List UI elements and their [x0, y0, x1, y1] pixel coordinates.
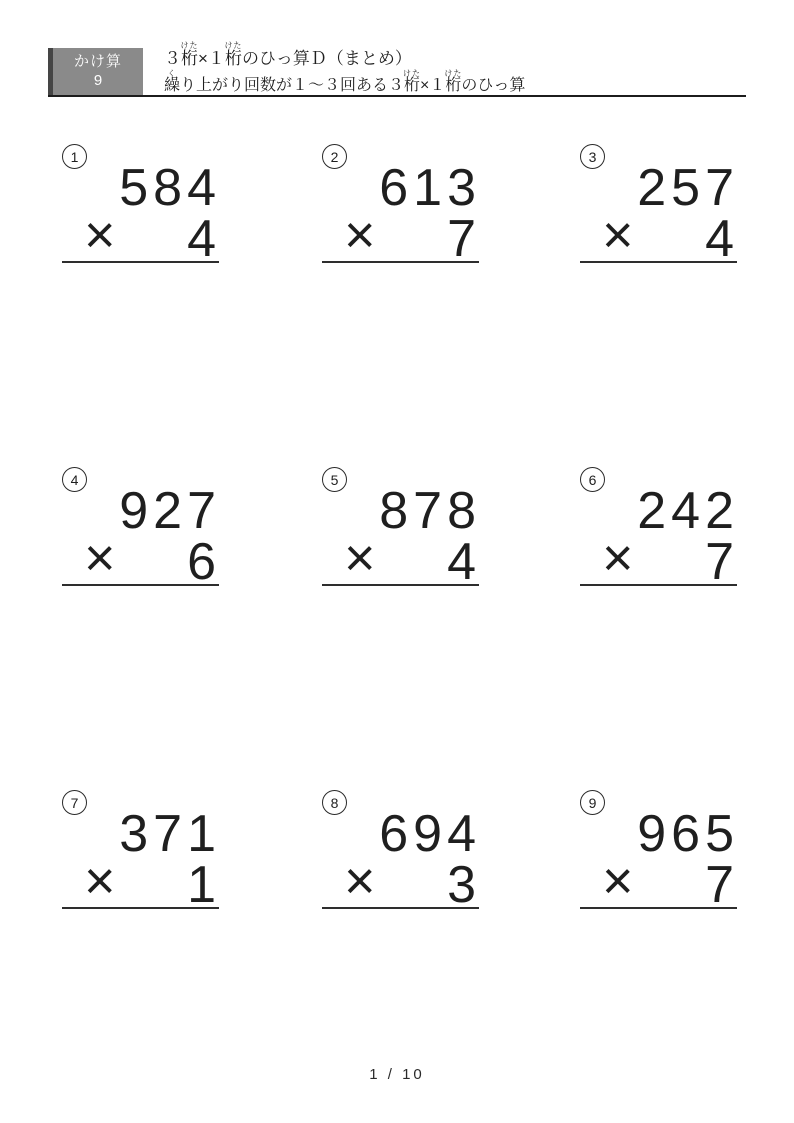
problem-number-badge: 6: [580, 467, 605, 492]
unit-badge: [48, 48, 143, 95]
multiplier: 7: [447, 210, 481, 268]
multiplicand: 613: [379, 159, 481, 217]
furigana: けた: [224, 41, 243, 50]
multiplier: 6: [187, 533, 221, 591]
problem-number-badge: 4: [62, 467, 87, 492]
multiplicand: 242: [637, 482, 739, 540]
problem-block-4: [62, 469, 221, 591]
title-text: ×１: [420, 77, 446, 94]
multiplier: 7: [705, 856, 739, 914]
multiply-sign: ×: [84, 528, 116, 588]
problem-block-5: [322, 469, 481, 591]
title-text: 桁: [444, 77, 463, 94]
problem-number-badge: 3: [580, 144, 605, 169]
title-text: 繰: [164, 77, 181, 94]
multiply-sign: ×: [344, 205, 376, 265]
problem-block-8: [322, 792, 481, 914]
title-ruby: [444, 69, 463, 94]
title-text: のひっ算: [461, 77, 526, 94]
multiply-sign: ×: [602, 528, 634, 588]
multiplier: 4: [705, 210, 739, 268]
multiply-sign: ×: [602, 851, 634, 911]
problem-number-badge: 1: [62, 144, 87, 169]
problem-block-2: [322, 146, 481, 268]
title-ruby: [164, 69, 181, 94]
worksheet-subtitle-line2: [164, 69, 525, 95]
page-indicator: 1 / 10: [369, 1066, 425, 1083]
multiply-sign: ×: [84, 205, 116, 265]
multiplicand: 927: [119, 482, 221, 540]
furigana: く: [164, 69, 180, 78]
title-text: のひっ算Ｄ（まとめ）: [241, 49, 412, 68]
title-text: 桁: [403, 77, 422, 94]
problem-number-badge: 2: [322, 144, 347, 169]
unit-badge-number: 9: [93, 71, 103, 89]
multiplier: 4: [187, 210, 221, 268]
multiplicand: 878: [379, 482, 481, 540]
worksheet-title: [164, 41, 525, 95]
title-text: 桁: [180, 49, 199, 68]
title-text: り上がり回数が１～３回ある３: [180, 77, 405, 94]
multiply-sign: ×: [344, 851, 376, 911]
title-text: ３: [164, 49, 181, 68]
multiplier: 4: [447, 533, 481, 591]
problem-block-6: [580, 469, 739, 591]
title-ruby: [224, 41, 243, 68]
header-divider: [48, 95, 746, 97]
problem-number-badge: 8: [322, 790, 347, 815]
unit-badge-title: かけ算: [73, 52, 122, 70]
multiply-sign: ×: [84, 851, 116, 911]
title-ruby: [403, 69, 422, 94]
problem-block-9: [580, 792, 739, 914]
multiplicand: 694: [379, 805, 481, 863]
multiplicand: 257: [637, 159, 739, 217]
problem-block-3: [580, 146, 739, 268]
multiplicand: 965: [637, 805, 739, 863]
multiplier: 3: [447, 856, 481, 914]
title-ruby: [180, 41, 199, 68]
multiplicand: 584: [119, 159, 221, 217]
problem-number-badge: 5: [322, 467, 347, 492]
title-text: 桁: [224, 49, 243, 68]
multiplier: 7: [705, 533, 739, 591]
problem-block-7: [62, 792, 221, 914]
multiply-sign: ×: [602, 205, 634, 265]
problem-block-1: [62, 146, 221, 268]
problem-number-badge: 9: [580, 790, 605, 815]
multiplier: 1: [187, 856, 221, 914]
furigana: けた: [403, 69, 422, 78]
worksheet-title-line1: [164, 41, 525, 69]
multiplicand: 371: [119, 805, 221, 863]
multiply-sign: ×: [344, 528, 376, 588]
title-text: ×１: [198, 49, 225, 68]
problem-number-badge: 7: [62, 790, 87, 815]
furigana: けた: [180, 41, 199, 50]
furigana: けた: [444, 69, 463, 78]
